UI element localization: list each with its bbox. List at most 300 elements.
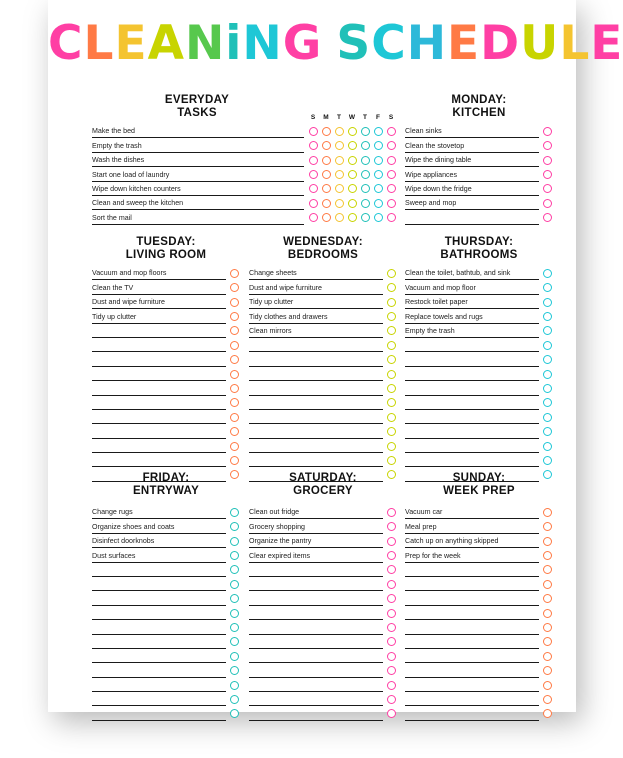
task-row (249, 324, 383, 338)
checkbox-circle[interactable] (322, 156, 331, 165)
checkbox-circle[interactable] (230, 456, 239, 465)
checkbox-circle[interactable] (543, 652, 552, 661)
checkbox-circle[interactable] (374, 199, 383, 208)
friday-heading-line2: ENTRYWAY (132, 485, 200, 497)
task-row (92, 591, 226, 605)
task-row (92, 534, 226, 548)
checkbox-circle[interactable] (348, 127, 357, 136)
task-row (92, 563, 226, 577)
checkbox-circle[interactable] (387, 709, 396, 718)
tuesday-heading-line1: TUESDAY: (136, 236, 196, 248)
task-label: Dust and wipe furniture (92, 298, 165, 307)
task-row (405, 606, 539, 620)
checkbox-circle[interactable] (387, 156, 396, 165)
task-row (249, 534, 383, 548)
checkbox-circle[interactable] (387, 442, 396, 451)
task-row (405, 182, 539, 196)
checkbox-circle[interactable] (374, 156, 383, 165)
checkbox-circle[interactable] (230, 384, 239, 393)
task-label: Wipe the dining table (405, 156, 472, 165)
task-row (249, 266, 383, 280)
checkbox-circle[interactable] (543, 413, 552, 422)
task-label: Change sheets (249, 269, 297, 278)
task-label: Dust surfaces (92, 551, 136, 560)
task-row (92, 295, 226, 309)
checkbox-circle[interactable] (543, 341, 552, 350)
checkbox-circle[interactable] (361, 184, 370, 193)
checkbox-circle[interactable] (230, 427, 239, 436)
task-row (92, 153, 304, 167)
checkbox-circle[interactable] (387, 637, 396, 646)
task-row (249, 309, 383, 323)
checkbox-circle[interactable] (230, 312, 239, 321)
task-row (92, 182, 304, 196)
checkbox-circle[interactable] (543, 326, 552, 335)
checkbox-circle[interactable] (543, 666, 552, 675)
checkbox-circle[interactable] (543, 623, 552, 632)
checkbox-circle[interactable] (361, 213, 370, 222)
title-letter: G (282, 16, 323, 71)
checkbox-circle[interactable] (387, 283, 396, 292)
task-row (405, 439, 539, 453)
checkbox-circle[interactable] (230, 283, 239, 292)
checkbox-circle[interactable] (387, 508, 396, 517)
checkbox-circle[interactable] (387, 427, 396, 436)
checkbox-circle[interactable] (230, 413, 239, 422)
task-label: Disinfect doorknobs (92, 537, 155, 546)
task-label: Tidy clothes and drawers (249, 312, 328, 321)
checkbox-circle[interactable] (543, 269, 552, 278)
task-row (92, 706, 226, 720)
task-row (92, 439, 226, 453)
task-row (405, 649, 539, 663)
checkbox-circle[interactable] (387, 580, 396, 589)
checkbox-circle[interactable] (230, 326, 239, 335)
checkbox-circle[interactable] (387, 370, 396, 379)
title-letter: L (83, 16, 115, 71)
weekday-letter: S (388, 114, 394, 121)
checkbox-circle[interactable] (543, 398, 552, 407)
checkbox-circle[interactable] (335, 127, 344, 136)
task-row (92, 663, 226, 677)
task-label: Clean out fridge (249, 508, 300, 517)
checkbox-circle[interactable] (230, 398, 239, 407)
friday-heading-line1: FRIDAY: (142, 472, 190, 484)
checkbox-circle[interactable] (543, 695, 552, 704)
checkbox-circle[interactable] (230, 609, 239, 618)
task-label: Clean the toilet, bathtub, and sink (405, 269, 511, 278)
checkbox-circle[interactable] (543, 127, 552, 136)
task-row (405, 295, 539, 309)
checkbox-circle[interactable] (543, 580, 552, 589)
title-letter: N (242, 16, 283, 71)
checkbox-circle[interactable] (543, 709, 552, 718)
checkbox-circle[interactable] (543, 522, 552, 531)
checkbox-circle[interactable] (387, 609, 396, 618)
saturday-grocery-section (249, 472, 397, 560)
task-label: Make the bed (92, 127, 135, 136)
checkbox-circle[interactable] (387, 384, 396, 393)
checkbox-circle[interactable] (335, 156, 344, 165)
checkbox-circle[interactable] (230, 522, 239, 531)
checkbox-circle[interactable] (543, 609, 552, 618)
checkbox-circle[interactable] (335, 213, 344, 222)
checkbox-circle[interactable] (230, 580, 239, 589)
task-row (92, 167, 304, 181)
task-row (92, 453, 226, 467)
title-letter: H (406, 16, 448, 71)
checkbox-circle[interactable] (335, 184, 344, 193)
monday-heading-line1: MONDAY: (451, 94, 507, 106)
sunday-heading-line1: SUNDAY: (452, 472, 506, 484)
checkbox-circle[interactable] (387, 681, 396, 690)
task-label: Dust and wipe furniture (249, 283, 322, 292)
task-label: Clean mirrors (249, 326, 292, 335)
checkbox-circle[interactable] (543, 384, 552, 393)
task-row (92, 577, 226, 591)
checkbox-circle[interactable] (387, 652, 396, 661)
task-row (249, 692, 383, 706)
task-row (92, 606, 226, 620)
task-label: Clean the stovetop (405, 141, 465, 150)
checkbox-circle[interactable] (387, 141, 396, 150)
checkbox-circle[interactable] (543, 637, 552, 646)
task-row (92, 324, 226, 338)
task-label: Catch up on anything skipped (405, 537, 499, 546)
task-row (92, 678, 226, 692)
task-row (92, 424, 226, 438)
checkbox-circle[interactable] (348, 199, 357, 208)
checkbox-circle[interactable] (348, 213, 357, 222)
checkbox-circle[interactable] (322, 199, 331, 208)
checkbox-circle[interactable] (309, 170, 318, 179)
task-row (405, 635, 539, 649)
task-label: Organize the pantry (249, 537, 312, 546)
sunday-heading-line2: WEEK PREP (443, 485, 515, 497)
task-label: Clean the TV (92, 283, 134, 292)
title-letter: S (336, 16, 372, 71)
task-row (249, 410, 383, 424)
title-letter: C (48, 16, 84, 71)
task-row (405, 424, 539, 438)
task-row (405, 167, 539, 181)
title-letter: E (590, 16, 623, 71)
checkbox-circle[interactable] (374, 213, 383, 222)
wednesday-heading-line2: BEDROOMS (287, 249, 359, 261)
title-letter: A (147, 16, 185, 71)
checkbox-circle[interactable] (322, 127, 331, 136)
checkbox-circle[interactable] (543, 594, 552, 603)
checkbox-circle[interactable] (543, 213, 552, 222)
task-row (405, 678, 539, 692)
weekday-letter: W (348, 114, 356, 121)
checkbox-circle[interactable] (348, 141, 357, 150)
task-label: Sort the mail (92, 213, 132, 222)
checkbox-circle[interactable] (309, 156, 318, 165)
checkbox-circle[interactable] (322, 184, 331, 193)
checkbox-circle[interactable] (335, 199, 344, 208)
task-row (249, 548, 383, 562)
task-row (405, 352, 539, 366)
saturday-heading-line1: SATURDAY: (289, 472, 357, 484)
checkbox-circle[interactable] (335, 170, 344, 179)
task-row (249, 381, 383, 395)
checkbox-circle[interactable] (543, 199, 552, 208)
task-row (249, 505, 383, 519)
checkbox-circle[interactable] (387, 666, 396, 675)
monday-heading-line2: KITCHEN (452, 107, 506, 119)
task-label: Wash the dishes (92, 156, 145, 165)
checkbox-circle[interactable] (374, 170, 383, 179)
checkbox-circle[interactable] (543, 565, 552, 574)
checkbox-circle[interactable] (543, 283, 552, 292)
task-row (92, 138, 304, 152)
checkbox-circle[interactable] (361, 141, 370, 150)
title-letter: C (371, 16, 407, 71)
task-row (405, 309, 539, 323)
task-row (405, 367, 539, 381)
task-row (92, 519, 226, 533)
task-label: Clean and sweep the kitchen (92, 199, 184, 208)
task-row (249, 706, 383, 720)
task-row (405, 266, 539, 280)
task-row (92, 124, 304, 138)
checkbox-circle[interactable] (387, 551, 396, 560)
task-label: Organize shoes and coats (92, 522, 175, 531)
task-label: Vacuum car (405, 508, 443, 517)
task-row (249, 280, 383, 294)
everyday-heading-line2: TASKS (177, 107, 217, 119)
checkbox-circle[interactable] (387, 355, 396, 364)
task-row (405, 563, 539, 577)
checkbox-circle[interactable] (309, 199, 318, 208)
checkbox-circle[interactable] (387, 522, 396, 531)
checkbox-circle[interactable] (387, 456, 396, 465)
checkbox-circle[interactable] (387, 398, 396, 407)
task-row (405, 280, 539, 294)
task-row (249, 678, 383, 692)
title-letter: L (559, 16, 591, 71)
checkbox-circle[interactable] (230, 652, 239, 661)
checkbox-circle[interactable] (543, 370, 552, 379)
checkbox-circle[interactable] (543, 508, 552, 517)
checkbox-circle[interactable] (543, 456, 552, 465)
task-row (405, 505, 539, 519)
checkbox-circle[interactable] (230, 623, 239, 632)
checkbox-circle[interactable] (387, 127, 396, 136)
task-row (249, 424, 383, 438)
checkbox-circle[interactable] (374, 184, 383, 193)
checkbox-circle[interactable] (230, 341, 239, 350)
task-row (249, 439, 383, 453)
task-row (92, 505, 226, 519)
task-row (405, 210, 539, 224)
title-letter: N (184, 16, 226, 71)
task-label: Start one load of laundry (92, 170, 170, 179)
checkbox-circle[interactable] (230, 709, 239, 718)
checkbox-circle[interactable] (387, 213, 396, 222)
task-row (92, 266, 226, 280)
title-letter: U (520, 16, 560, 71)
checkbox-circle[interactable] (230, 681, 239, 690)
checkbox-circle[interactable] (230, 594, 239, 603)
tuesday-living-room-section (92, 236, 240, 321)
checkbox-circle[interactable] (387, 326, 396, 335)
checkbox-circle[interactable] (387, 565, 396, 574)
task-row (249, 453, 383, 467)
task-row (405, 138, 539, 152)
task-row (92, 692, 226, 706)
checkbox-circle[interactable] (309, 213, 318, 222)
weekday-letter: T (363, 114, 367, 121)
checkbox-circle[interactable] (322, 170, 331, 179)
task-label: Restock toilet paper (405, 298, 468, 307)
checkbox-circle[interactable] (322, 141, 331, 150)
checkbox-circle[interactable] (387, 695, 396, 704)
checkbox-circle[interactable] (374, 141, 383, 150)
checkbox-circle[interactable] (387, 269, 396, 278)
checkbox-circle[interactable] (230, 269, 239, 278)
checkbox-circle[interactable] (543, 184, 552, 193)
task-label: Clean sinks (405, 127, 442, 136)
checkbox-circle[interactable] (230, 666, 239, 675)
checkbox-circle[interactable] (322, 213, 331, 222)
task-row (92, 196, 304, 210)
checkbox-circle[interactable] (543, 312, 552, 321)
task-row (249, 563, 383, 577)
checkbox-circle[interactable] (543, 537, 552, 546)
checkbox-circle[interactable] (309, 184, 318, 193)
everyday-heading-line1: EVERYDAY (164, 94, 230, 106)
task-row (405, 519, 539, 533)
thursday-heading-line1: THURSDAY: (444, 236, 514, 248)
checkbox-circle[interactable] (335, 141, 344, 150)
checkbox-circle[interactable] (230, 551, 239, 560)
weekday-letter: M (323, 114, 329, 121)
schedule-page (48, 0, 623, 712)
checkbox-circle[interactable] (230, 298, 239, 307)
task-label: Prep for the week (405, 551, 461, 560)
checkbox-circle[interactable] (361, 156, 370, 165)
checkbox-circle[interactable] (230, 355, 239, 364)
task-row (405, 324, 539, 338)
checkbox-circle[interactable] (543, 170, 552, 179)
checkbox-circle[interactable] (230, 537, 239, 546)
task-label: Meal prep (405, 522, 437, 531)
checkbox-circle[interactable] (543, 551, 552, 560)
task-row (92, 410, 226, 424)
checkbox-circle[interactable] (387, 199, 396, 208)
task-row (92, 381, 226, 395)
checkbox-circle[interactable] (230, 695, 239, 704)
sunday-week-prep-section (405, 472, 553, 560)
task-row (405, 577, 539, 591)
monday-kitchen-section (405, 94, 553, 208)
task-row (249, 591, 383, 605)
task-row (249, 663, 383, 677)
checkbox-circle[interactable] (387, 623, 396, 632)
task-row (92, 620, 226, 634)
checkbox-circle[interactable] (230, 637, 239, 646)
task-row (405, 396, 539, 410)
tuesday-heading-line2: LIVING ROOM (125, 249, 207, 261)
task-label: Tidy up clutter (92, 312, 137, 321)
checkbox-circle[interactable] (543, 298, 552, 307)
checkbox-circle[interactable] (543, 355, 552, 364)
task-row (405, 338, 539, 352)
checkbox-circle[interactable] (387, 537, 396, 546)
task-row (249, 367, 383, 381)
task-label: Wipe appliances (405, 170, 458, 179)
checkbox-circle[interactable] (348, 156, 357, 165)
checkbox-circle[interactable] (230, 442, 239, 451)
checkbox-circle[interactable] (387, 312, 396, 321)
task-row (249, 396, 383, 410)
checkbox-circle[interactable] (348, 170, 357, 179)
checkbox-circle[interactable] (543, 442, 552, 451)
checkbox-circle[interactable] (543, 141, 552, 150)
task-label: Tidy up clutter (249, 298, 294, 307)
checkbox-circle[interactable] (387, 413, 396, 422)
task-row (405, 381, 539, 395)
task-row (405, 453, 539, 467)
task-row (249, 606, 383, 620)
checkbox-circle[interactable] (543, 427, 552, 436)
checkbox-circle[interactable] (230, 565, 239, 574)
title-letter: E (114, 16, 148, 71)
checkbox-circle[interactable] (543, 681, 552, 690)
task-label: Vacuum and mop floors (92, 269, 167, 278)
checkbox-circle[interactable] (361, 127, 370, 136)
checkbox-circle[interactable] (387, 170, 396, 179)
task-row (405, 153, 539, 167)
checkbox-circle[interactable] (387, 298, 396, 307)
task-label: Clear expired items (249, 551, 311, 560)
checkbox-circle[interactable] (230, 370, 239, 379)
task-label: Wipe down the fridge (405, 184, 472, 193)
checkbox-circle[interactable] (348, 184, 357, 193)
checkbox-circle[interactable] (543, 156, 552, 165)
task-row (249, 519, 383, 533)
checkbox-circle[interactable] (361, 199, 370, 208)
task-row (92, 367, 226, 381)
checkbox-circle[interactable] (387, 594, 396, 603)
checkbox-circle[interactable] (374, 127, 383, 136)
task-row (249, 338, 383, 352)
checkbox-circle[interactable] (361, 170, 370, 179)
checkbox-circle[interactable] (387, 341, 396, 350)
title-letter: D (480, 16, 521, 71)
task-row (249, 352, 383, 366)
thursday-bathrooms-section (405, 236, 553, 335)
saturday-heading-line2: GROCERY (293, 485, 353, 497)
task-row (92, 309, 226, 323)
task-label: Grocery shopping (249, 522, 305, 531)
checkbox-circle[interactable] (309, 127, 318, 136)
task-row (405, 410, 539, 424)
wednesday-heading-line1: WEDNESDAY: (283, 236, 363, 248)
task-row (249, 649, 383, 663)
task-label: Vacuum and mop floor (405, 283, 476, 292)
checkbox-circle[interactable] (309, 141, 318, 150)
task-row (92, 352, 226, 366)
checkbox-circle[interactable] (387, 184, 396, 193)
task-row (92, 649, 226, 663)
checkbox-circle[interactable] (230, 508, 239, 517)
task-label: Empty the trash (405, 326, 455, 335)
everyday-tasks-section (92, 94, 394, 222)
task-row (405, 591, 539, 605)
